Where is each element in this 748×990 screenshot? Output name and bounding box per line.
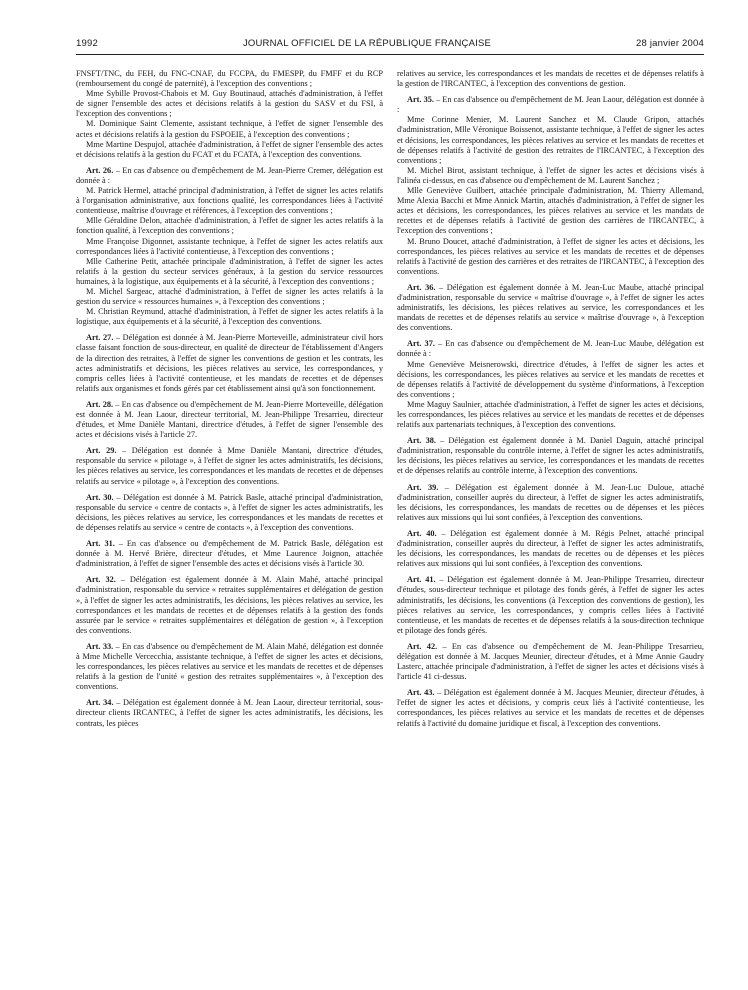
article-paragraph	[397, 95, 704, 115]
body-paragraph	[76, 89, 383, 119]
article-paragraph	[397, 483, 704, 523]
body-paragraph	[76, 119, 383, 139]
article-label: Art. 27.	[86, 333, 114, 343]
article-paragraph	[397, 575, 704, 636]
article-paragraph	[76, 333, 383, 394]
article-label: Art. 39.	[407, 482, 439, 492]
paragraph-text: – Délégation est donnée à M. Jean-Pierre Morteveille, administrateur civil hors classe faisant fonction de sous-directeur, en qualité de directeur de l'établissement d'Angers de la direction des retraites, à l'effet de signer les conventions de gestion et les contrats, les actes administratifs et décisions, les pièces relatives au service, les correspondances, y compris celles liées à l'activité contentieuse, et les mandats de recettes et de dépenses relatifs aux organismes et fonds gérés par cet établissement ainsi qu'à son fonctionnement.	[76, 333, 383, 393]
article-label: Art. 36.	[407, 282, 436, 292]
article-paragraph	[76, 539, 383, 569]
right-column	[397, 69, 704, 969]
body-paragraph	[397, 115, 704, 165]
paragraph-text: Mme Martine Despujol, attachée d'administration, à l'effet de signer l'ensemble des actes et décisions relatifs à la gestion du FCAT et du FCATA, à l'exception des conventions.	[76, 139, 383, 159]
paragraph-text: Mme Corinne Menier, M. Laurent Sanchez et M. Claude Gripon, attachés d'administration, Mlle Véronique Boissenot, assistante technique, à l'effet de signer les actes et décisions, les correspondances, les pièces relatives au service et les mandats de recettes et de dépenses relatifs à l'activité de gestion des retraites de l'IRCANTEC, à l'exception des conventions ;	[397, 115, 704, 165]
body-paragraph	[76, 287, 383, 307]
article-paragraph	[397, 339, 704, 359]
paragraph-text: Mme Maguy Saulnier, attachée d'administration, à l'effet de signer les actes et décisions, les correspondances, les pièces relatives au service et les mandats de recettes et de dépenses relatifs aux partenariats techniques, à l'exception des conventions.	[397, 399, 704, 430]
article-label: Art. 37.	[407, 339, 435, 349]
paragraph-text: – En cas d'absence ou d'empêchement de M. Jean-Luc Maube, délégation est donnée à :	[397, 339, 704, 359]
paragraph-text: – En cas d'absence ou d'empêchement de M. Jean-Pierre Morteveille, délégation est donnée à M. Jean Laour, directeur territorial, M. Jean-Philippe Tresarrieu, directeur d'études, et Mme Danièle Mantani, directrice d'études, à l'effet de signer l'ensemble des actes et décisions visés à l'article 27.	[76, 399, 383, 440]
article-label: Art. 32.	[86, 575, 116, 585]
paragraph-text: – Délégation est également donnée à M. Jean Laour, directeur territorial, sous-directeur clients IRCANTEC, à l'effet de signer les actes administratifs, les décisions, les contrats, les pièces	[76, 698, 383, 728]
article-label: Art. 38.	[407, 436, 437, 446]
article-label: Art. 41.	[407, 575, 436, 585]
paragraph-text: – Délégation est donnée à Mme Danièle Mantani, directrice d'études, responsable du service « pilotage », à l'effet de signer les actes administratifs, les décisions, les pièces relatives au service, les correspondances et les mandats de recettes et de dépenses relatifs au service « pilotage », à l'exception des conventions.	[76, 446, 383, 486]
article-paragraph	[76, 446, 383, 486]
page-number: 1992	[76, 38, 98, 49]
left-column	[76, 69, 383, 969]
article-label: Art. 28.	[86, 399, 114, 409]
article-label: Art. 26.	[86, 165, 114, 175]
paragraph-text: – En cas d'absence ou d'empêchement de M. Jean-Pierre Cremer, délégation est donnée à :	[76, 165, 383, 185]
article-label: Art. 33.	[86, 641, 114, 651]
paragraph-text: Mme Geneviève Meisnerowski, directrice d'études, à l'effet de signer les actes et décisions, les correspondances, les pièces relatives au service et les mandats de recettes et de dépenses relatifs à l'activité de développement du système d'informations, à l'exception des conventions ;	[397, 359, 704, 399]
paragraph-text: – Délégation est également donnée à M. Alain Mahé, attaché principal d'administration, responsable du service « retraites supplémentaires et délégation de gestion », à l'effet de signer les actes administratifs, les décisions, les pièces relatives au service, les correspondances et les mandats de recettes et de dépenses relatifs à la gestion des fonds assurée par le service « retraites supplémentaires et délégation de gestion », à l'exception des conventions.	[76, 575, 383, 635]
article-label: Art. 29.	[86, 446, 117, 456]
paragraph-text: – Délégation est également donnée à M. Jean-Luc Maube, attaché principal d'administration, responsable du service « maîtrise d'ouvrage », à l'effet de signer les actes administratifs, les décisions, les pièces relatives au service, les correspondances et les mandats de recettes et de dépenses relatifs au service « maîtrise d'ouvrage », à l'exception des conventions.	[397, 282, 704, 333]
article-label: Art. 34.	[86, 698, 114, 708]
header-rule	[76, 54, 704, 55]
paragraph-text: M. Bruno Doucet, attaché d'administration, à l'effet de signer les actes et décisions, les correspondances, les pièces relatives au service et les mandats de recettes et de dépenses relatifs à l'activité de gestion des carrières et des retraites de l'IRCANTEC, à l'exception des conventions.	[397, 236, 704, 276]
paragraph-text: – En cas d'absence ou d'empêchement de M. Jean-Philippe Tresarrieu, délégation est donnée à M. Jacques Meunier, directeur d'études, et à Mme Annie Gaudry Lasterc, attachée principale d'administration, à l'effet de signer les actes et décisions visés à l'article 41 ci-dessus.	[397, 641, 704, 682]
article-paragraph	[76, 575, 383, 636]
body-paragraph	[397, 360, 704, 400]
paragraph-text: Mlle Catherine Petit, attachée principale d'administration, à l'effet de signer les actes relatifs à la gestion du secteur services généraux, à la gestion du service ressources humaines, à la logistique, aux équipements et à la sécurité, à l'exception des conventions ;	[76, 256, 383, 286]
body-paragraph	[76, 140, 383, 160]
paragraph-text: – Délégation est également donnée à M. Jean-Philippe Tresarrieu, directeur d'études, sous-directeur technique et pilotage des fonds gérés, à l'effet de signer les actes administratifs, les décisions, les conventions (à l'exception des conventions de gestion), les pièces relatives au service, les correspondances, y compris celles liées à l'activité contentieuse, et les mandats de recettes et de dépenses relatifs à la sous-direction technique et pilotage des fonds gérés.	[397, 575, 704, 635]
body-paragraph	[76, 237, 383, 257]
paragraph-text: M. Michel Sargeac, attaché d'administration, à l'effet de signer les actes relatifs à la gestion du service « ressources humaines », à l'exception des conventions ;	[76, 286, 383, 307]
body-paragraph	[397, 166, 704, 186]
body-paragraph	[76, 216, 383, 236]
article-paragraph	[76, 166, 383, 186]
paragraph-text: Mme Françoise Digonnet, assistante technique, à l'effet de signer les actes relatifs aux correspondances liées à l'activité contentieuse, à l'exception des conventions ;	[76, 236, 383, 256]
body-paragraph	[397, 237, 704, 277]
paragraph-text: – Délégation est également donnée à M. Jean-Luc Duloue, attaché d'administration, conseiller auprès du directeur, à l'effet de signer les actes administratifs, les décisions, les correspondances, les mandats de recettes ou de dépenses et les pièces relatives aux missions qui lui sont confiées, à l'exception des conventions.	[397, 482, 704, 522]
article-paragraph	[397, 283, 704, 333]
article-paragraph	[397, 529, 704, 569]
paragraph-text: – En cas d'absence ou d'empêchement de M. Patrick Basle, délégation est donnée à M. Hervé Brière, directeur d'études, et Mme Laurence Joignon, attachée d'administration, à l'effet de signer l'ensemble des actes et décisions visés à l'article 30.	[76, 539, 383, 569]
article-label: Art. 35.	[407, 95, 434, 105]
paragraph-text: M. Dominique Saint Clemente, assistant technique, à l'effet de signer l'ensemble des actes et décisions relatifs à la gestion du FSPOEIE, à l'exception des conventions ;	[76, 119, 383, 139]
article-paragraph	[397, 642, 704, 682]
article-label: Art. 30.	[86, 492, 114, 502]
body-paragraph	[397, 400, 704, 430]
article-paragraph	[76, 493, 383, 533]
article-paragraph	[76, 642, 383, 692]
article-paragraph	[76, 698, 383, 728]
paragraph-text: – Délégation est donnée à M. Patrick Basle, attaché principal d'administration, responsable du service « centre de contacts », à l'effet de signer les actes administratifs, les décisions, les pièces relatives au service, les correspondances et les mandats de recettes et de dépenses relatifs au service « centre de contacts », à l'exception des conventions.	[76, 492, 383, 532]
body-paragraph	[76, 69, 383, 89]
article-paragraph	[397, 436, 704, 476]
article-label: Art. 31.	[86, 539, 115, 549]
article-paragraph	[397, 688, 704, 728]
paragraph-text: M. Patrick Hermel, attaché principal d'administration, à l'effet de signer les actes relatifs à l'organisation administrative, aux fonctions qualité, les correspondances liées à l'activité contentieuse, maîtrise d'ouvrage et références, à l'exception des conventions ;	[76, 186, 383, 216]
text-columns	[76, 69, 704, 969]
paragraph-text: Mlle Geneviève Guilbert, attachée principale d'administration, M. Thierry Allemand, Mme Alexia Bacchi et Mme Annick Martin, attachés d'administration, à l'effet de signer les actes et décisions, les correspondances, les pièces relatives au service et les mandats de recettes et de dépenses relatifs à l'activité de gestion des carrières de l'IRCANTEC, à l'exception des conventions ;	[397, 186, 704, 236]
paragraph-text: M. Michel Birot, assistant technique, à l'effet de signer les actes et décisions visés à l'alinéa ci-dessus, en cas d'absence ou d'empêchement de M. Laurent Sanchez ;	[397, 165, 704, 185]
paragraph-text: – Délégation est également donnée à M. Daniel Daguin, attaché principal d'administration, responsable du contrôle interne, à l'effet de signer les actes administratifs, les décisions, les pièces relatives au service, les correspondances et les mandats de recettes et de dépenses relatifs au contrôle interne, à l'exception des conventions.	[397, 436, 704, 476]
paragraph-text: – En cas d'absence ou d'empêchement de M. Alain Mahé, délégation est donnée à Mme Michelle Vercecchia, assistante technique, à l'effet de signer les actes et décisions, les correspondances, les pièces relatives au service et les mandats de recettes et de dépenses relatifs à la gestion de l'unité « gestion des retraites supplémentaires », à l'exception des conventions.	[76, 641, 383, 692]
article-paragraph	[76, 400, 383, 440]
paragraph-text: – En cas d'absence ou d'empêchement de M. Jean Laour, délégation est donnée à :	[397, 95, 704, 115]
paragraph-text: Mme Sybille Provost-Chabois et M. Guy Boutinaud, attachés d'administration, à l'effet de signer l'ensemble des actes et décisions relatifs à la gestion du SASV et du FSI, à l'exception des conventions ;	[76, 89, 383, 119]
journal-title: JOURNAL OFFICIEL DE LA RÉPUBLIQUE FRANÇAISE	[242, 38, 492, 49]
body-paragraph	[76, 257, 383, 287]
article-label: Art. 42.	[407, 641, 438, 651]
publication-date: 28 janvier 2004	[636, 38, 704, 49]
article-label: Art. 40.	[407, 528, 437, 538]
paragraph-text: Mlle Géraldine Delon, attachée d'administration, à l'effet de signer les actes relatifs à la fonction qualité, à l'exception des conventions ;	[76, 216, 383, 236]
body-paragraph	[76, 307, 383, 327]
body-paragraph	[397, 69, 704, 89]
paragraph-text: FNSFT/TNC, du FEH, du FNC-CNAF, du FCCPA, du FMESPP, du FMFF et du RCP (remboursement du congé de paternité), à l'exception des conventions ;	[76, 69, 383, 89]
body-paragraph	[397, 186, 704, 236]
paragraph-text: M. Christian Reymund, attaché d'administration, à l'effet de signer les actes relatifs à la logistique, aux équipements et à la sécurité, à l'exception des conventions.	[76, 307, 383, 327]
paragraph-text: – Délégation est également donnée à M. Jacques Meunier, directeur d'études, à l'effet de signer les actes et décisions, y compris ceux liés à l'activité contentieuse, les correspondances, les pièces relatives au service et les mandats de recettes et de dépenses relatifs à l'activité du domaine juridique et fiscal, à l'exception des conventions.	[397, 688, 704, 728]
article-label: Art. 43.	[407, 688, 435, 698]
paragraph-text: relatives au service, les correspondances et les mandats de recettes et de dépenses relatifs à la gestion de l'IRCANTEC, à l'exception des conventions de gestion.	[397, 69, 704, 89]
body-paragraph	[76, 186, 383, 216]
page-header	[76, 38, 704, 49]
paragraph-text: – Délégation est également donnée à M. Régis Pelnet, attaché principal d'administration, conseiller auprès du directeur, à l'effet de signer les actes administratifs, les décisions, les correspondances, les mandats de recettes ou de dépenses et les pièces relatives aux missions qui lui sont confiées, à l'exception des conventions.	[397, 528, 704, 569]
